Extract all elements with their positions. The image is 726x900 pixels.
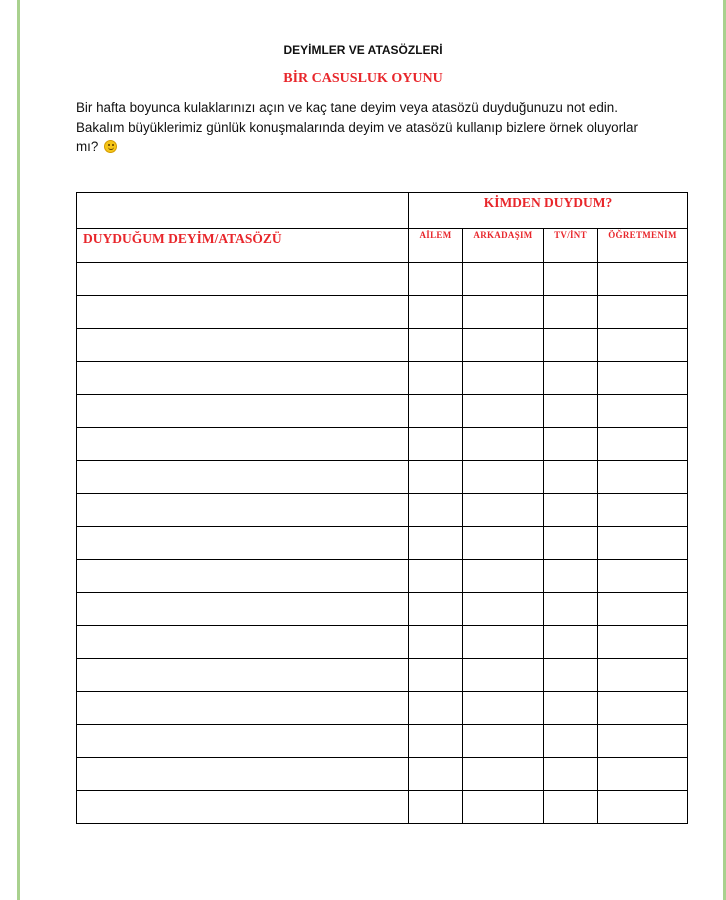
teacher-check-cell[interactable]	[598, 362, 688, 395]
table-row	[77, 758, 688, 791]
idiom-entry-cell[interactable]	[77, 626, 409, 659]
smile-icon	[104, 140, 117, 153]
intro-line-3-text: mı?	[76, 139, 99, 154]
intro-line-2: Bakalım büyüklerimiz günlük konuşmalarında deyim ve atasözü kullanıp bizlere örnek oluyorlar	[76, 119, 638, 135]
tv-internet-check-cell[interactable]	[544, 560, 598, 593]
family-check-cell[interactable]	[409, 395, 463, 428]
tv-internet-check-cell[interactable]	[544, 659, 598, 692]
idiom-entry-cell[interactable]	[77, 329, 409, 362]
teacher-check-cell[interactable]	[598, 692, 688, 725]
family-check-cell[interactable]	[409, 329, 463, 362]
idiom-entry-cell[interactable]	[77, 362, 409, 395]
tv-internet-check-cell[interactable]	[544, 527, 598, 560]
friend-check-cell[interactable]	[463, 758, 544, 791]
friend-check-cell[interactable]	[463, 395, 544, 428]
source-header-tv-internet: TV/İNT	[544, 229, 598, 263]
family-check-cell[interactable]	[409, 494, 463, 527]
family-check-cell[interactable]	[409, 626, 463, 659]
idiom-entry-cell[interactable]	[77, 692, 409, 725]
idiom-entry-cell[interactable]	[77, 659, 409, 692]
table-row	[77, 791, 688, 824]
table-row	[77, 527, 688, 560]
intro-line-1: Bir hafta boyunca kulaklarınızı açın ve kaç tane deyim veya atasözü duyduğunuzu not edin.	[76, 100, 618, 115]
family-check-cell[interactable]	[409, 362, 463, 395]
friend-check-cell[interactable]	[463, 659, 544, 692]
teacher-check-cell[interactable]	[598, 527, 688, 560]
idiom-entry-cell[interactable]	[77, 725, 409, 758]
table-row	[77, 593, 688, 626]
source-header-family: AİLEM	[409, 229, 463, 263]
table-row	[77, 659, 688, 692]
source-header-friend: ARKADAŞIM	[463, 229, 544, 263]
table-row	[77, 263, 688, 296]
tv-internet-check-cell[interactable]	[544, 791, 598, 824]
friend-check-cell[interactable]	[463, 593, 544, 626]
friend-check-cell[interactable]	[463, 560, 544, 593]
friend-check-cell[interactable]	[463, 725, 544, 758]
teacher-check-cell[interactable]	[598, 560, 688, 593]
idiom-entry-cell[interactable]	[77, 593, 409, 626]
friend-check-cell[interactable]	[463, 692, 544, 725]
source-header-teacher: ÖĞRETMENİM	[598, 229, 688, 263]
table-row	[77, 296, 688, 329]
intro-paragraph	[76, 98, 676, 157]
teacher-check-cell[interactable]	[598, 395, 688, 428]
idiom-entry-cell[interactable]	[77, 791, 409, 824]
idiom-entry-cell[interactable]	[77, 560, 409, 593]
table-header-row-2	[77, 229, 688, 263]
friend-check-cell[interactable]	[463, 626, 544, 659]
friend-check-cell[interactable]	[463, 296, 544, 329]
family-check-cell[interactable]	[409, 659, 463, 692]
family-check-cell[interactable]	[409, 758, 463, 791]
teacher-check-cell[interactable]	[598, 428, 688, 461]
family-check-cell[interactable]	[409, 725, 463, 758]
document-subtitle: BİR CASUSLUK OYUNU	[283, 71, 443, 86]
friend-check-cell[interactable]	[463, 527, 544, 560]
idiom-entry-cell[interactable]	[77, 758, 409, 791]
idiom-entry-cell[interactable]	[77, 494, 409, 527]
teacher-check-cell[interactable]	[598, 593, 688, 626]
family-check-cell[interactable]	[409, 263, 463, 296]
idiom-log-table	[76, 192, 688, 824]
table-row	[77, 560, 688, 593]
tv-internet-check-cell[interactable]	[544, 395, 598, 428]
tv-internet-check-cell[interactable]	[544, 362, 598, 395]
table-row	[77, 395, 688, 428]
table-row	[77, 428, 688, 461]
tv-internet-check-cell[interactable]	[544, 494, 598, 527]
teacher-check-cell[interactable]	[598, 725, 688, 758]
teacher-check-cell[interactable]	[598, 659, 688, 692]
friend-check-cell[interactable]	[463, 494, 544, 527]
idiom-entry-cell[interactable]	[77, 461, 409, 494]
tv-internet-check-cell[interactable]	[544, 725, 598, 758]
teacher-check-cell[interactable]	[598, 296, 688, 329]
document-title: DEYİMLER VE ATASÖZLERİ	[283, 43, 443, 57]
teacher-check-cell[interactable]	[598, 791, 688, 824]
table-row	[77, 461, 688, 494]
friend-check-cell[interactable]	[463, 329, 544, 362]
friend-check-cell[interactable]	[463, 263, 544, 296]
family-check-cell[interactable]	[409, 560, 463, 593]
page-border-left	[17, 0, 20, 900]
friend-check-cell[interactable]	[463, 791, 544, 824]
tv-internet-check-cell[interactable]	[544, 428, 598, 461]
teacher-check-cell[interactable]	[598, 329, 688, 362]
tv-internet-check-cell[interactable]	[544, 692, 598, 725]
table-row	[77, 362, 688, 395]
tv-internet-check-cell[interactable]	[544, 626, 598, 659]
idiom-entry-cell[interactable]	[77, 296, 409, 329]
who-did-i-hear-from-header: KİMDEN DUYDUM?	[409, 193, 688, 229]
family-check-cell[interactable]	[409, 692, 463, 725]
family-check-cell[interactable]	[409, 461, 463, 494]
table-header-row-1	[77, 193, 688, 229]
tv-internet-check-cell[interactable]	[544, 263, 598, 296]
table-row	[77, 725, 688, 758]
table-row	[77, 494, 688, 527]
friend-check-cell[interactable]	[463, 362, 544, 395]
tv-internet-check-cell[interactable]	[544, 329, 598, 362]
table-row	[77, 692, 688, 725]
family-check-cell[interactable]	[409, 428, 463, 461]
idiom-entry-cell[interactable]	[77, 428, 409, 461]
idiom-column-header: DUYDUĞUM DEYİM/ATASÖZÜ	[77, 229, 409, 263]
family-check-cell[interactable]	[409, 593, 463, 626]
friend-check-cell[interactable]	[463, 461, 544, 494]
tv-internet-check-cell[interactable]	[544, 296, 598, 329]
intro-line-3	[76, 137, 676, 157]
tv-internet-check-cell[interactable]	[544, 758, 598, 791]
table-row	[77, 329, 688, 362]
tv-internet-check-cell[interactable]	[544, 461, 598, 494]
table-row	[77, 626, 688, 659]
header-blank-cell	[77, 193, 409, 229]
teacher-check-cell[interactable]	[598, 626, 688, 659]
teacher-check-cell[interactable]	[598, 461, 688, 494]
teacher-check-cell[interactable]	[598, 263, 688, 296]
friend-check-cell[interactable]	[463, 428, 544, 461]
family-check-cell[interactable]	[409, 527, 463, 560]
teacher-check-cell[interactable]	[598, 494, 688, 527]
teacher-check-cell[interactable]	[598, 758, 688, 791]
idiom-entry-cell[interactable]	[77, 395, 409, 428]
family-check-cell[interactable]	[409, 296, 463, 329]
idiom-entry-cell[interactable]	[77, 527, 409, 560]
family-check-cell[interactable]	[409, 791, 463, 824]
tv-internet-check-cell[interactable]	[544, 593, 598, 626]
idiom-entry-cell[interactable]	[77, 263, 409, 296]
